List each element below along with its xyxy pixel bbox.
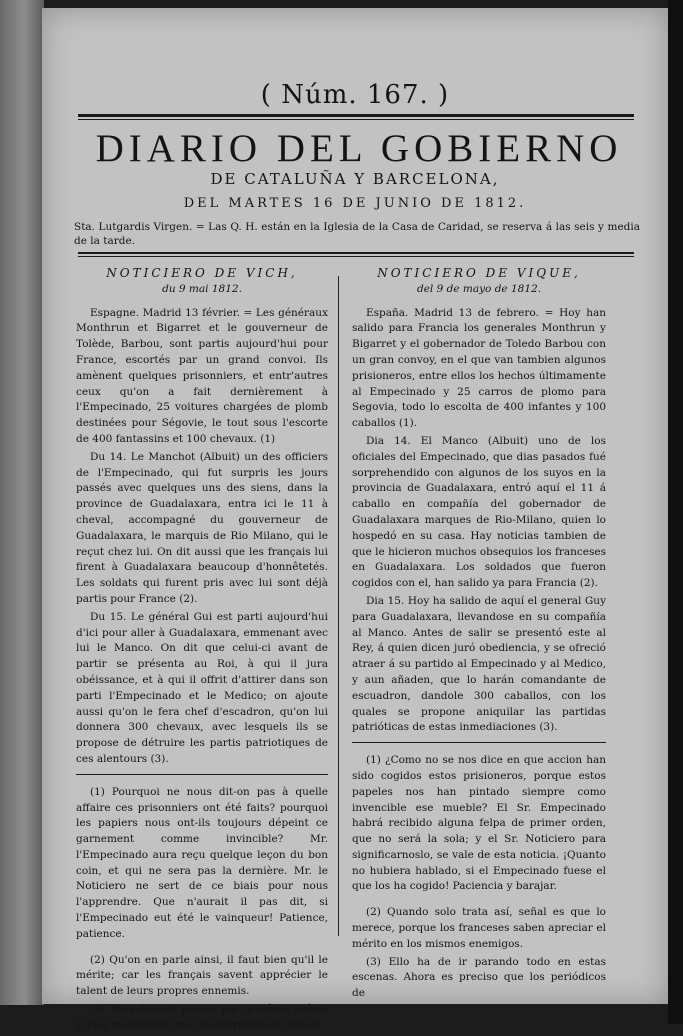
right-column-heading: NOTICIERO DE VIQUE,: [377, 266, 581, 280]
footnote: (1) ¿Como no se nos dice en que accion han sido cogidos estos prisioneros, porque estos papeles nos han pintado siempre como invencible ese mueble? El Sr. Empecinado habrá recibido alguna felpa de primer orden, que no será la sola; y el Sr. Noticiero para significarnoslo, se vale de esta noticia. ¡Quanto no hubiera hablado, si el Empecinado fuese el que los ha cogido! Paciencia y barajar.: [352, 754, 606, 893]
issue-number: ( Núm. 167. ): [260, 80, 450, 110]
religious-notice: Sta. Lutgardis Virgen. = Las Q. H. están en la Iglesia de la Casa de Caridad, se reserva á las seis y media de la tarde.: [74, 221, 640, 247]
article-paragraph: Du 14. Le Manchot (Albuit) un des officiers de l'Empecinado, qui fut surpris les jours passés avec quelques uns des siens, dans la province de Guadalaxara, entra ici le 11 à cheval, accompagné du gouverneur de Guadalaxara, le marquis de Rio Milano, qui le reçut chez lui. On dit aussi que les français lui firent à Guadalaxara beaucoup d'honnêtetés. Les soldats qui furent pris avec lui sont déjà partis pour France (2).: [76, 450, 328, 605]
left-column-date: du 9 mai 1812.: [162, 282, 242, 295]
notes-separator: [76, 774, 328, 775]
masthead-subtitle: DE CATALUÑA Y BARCELONA,: [210, 170, 500, 188]
article-paragraph: Du 15. Le général Gui est parti aujourd'hui d'ici pour aller à Guadalaxara, emmenant avec lui le Manco. On dit que celui-ci avant de partir se présenta au Roi, à qui il jura obéissance, et à qui il offrit d'attirer dans son parti l'Empecinado et le Medico; on ajoute aussi qu'on le fera chef d'escadron, qu'on lui donnera 300 chevaux, avec lesquels ils se propose de détruire les partis patriotiques de ces alentours (3).: [76, 610, 328, 765]
previous-page-edge: [0, 0, 44, 1005]
article-paragraph: España. Madrid 13 de febrero. = Hoy han salido para Francia los generales Monthrun y Bigarret y el gobernador de Toledo Barbou con un gran convoy, en el que van tambien algunos prisioneros, entre ellos los hechos últimamente al Empecinado y 25 carros de plomo para Segovia, todo lo escolta de 400 infantes y 100 caballos (1).: [352, 306, 606, 430]
header-bottom-rule: [78, 252, 634, 254]
issue-date: DEL MARTES 16 DE JUNIO DE 1812.: [183, 196, 527, 211]
column-divider: [338, 276, 339, 936]
article-paragraph: Dia 15. Hoy ha salido de aquí el general Guy para Guadalaxara, llevandose en su compañía al Manco. Antes de salir se presentó este al Rey, á quien dicen juró obediencia, y se ofreció atraer á su partido al Empecinado y al Medico, y aun añaden, que lo harán comandante de escuadron, dandole 300 caballos, con los quales se propone aniquilar las partidas patrióticas de estas inmediaciones (3).: [352, 594, 606, 734]
masthead-top-rule: [78, 114, 634, 117]
left-column: [76, 266, 328, 1036]
footnote: (2) Quando solo trata así, señal es que lo merece, porque los franceses saben apreciar el mérito en los mismos enemigos.: [352, 906, 606, 950]
footnote: (2) Qu'on en parle ainsi, il faut bien qu'il le mérite; car les français savent apprécier le talent de leurs propres ennemis.: [76, 953, 328, 998]
article-paragraph: Dia 14. El Manco (Albuit) uno de los oficiales del Empecinado, que dias pasados fué sorprehendido con algunos de los suyos en la provincia de Guadalaxara, entró aquí el 11 á caballo en compañía del gobernador de Guadalaxara marques de Rio-Milano, quien lo hospedó en su casa. Hay noticias tambien de que le hicieron muchos obsequios los franceses en Guadalaxara. Los soldados que fueron cogidos con el, han salido ya para Francia (2).: [352, 434, 606, 590]
article-paragraph: Espagne. Madrid 13 février. = Les généraux Monthrun et Bigarret et le gouverneur de Tolède, Barbou, sont partis aujourd'hui pour France, escortés par un grand convoi. Ils amènent quelques prisonniers, et entr'autres ceux qu'on a fait dernièrement à l'Empecinado, 25 voitures chargées de plomb destinées pour Ségovie, le tout sous l'escorte de 400 fantassins et 100 chevaux. (1): [76, 306, 328, 445]
notes-separator: [352, 742, 606, 743]
scan-border: [668, 0, 683, 1024]
newspaper-page: [42, 8, 668, 1031]
masthead-top-rule-thin: [78, 119, 634, 120]
left-column-heading: NOTICIERO DE VICH,: [106, 266, 298, 280]
footnote: (3) Ello ha de ir parando todo en estas escenas. Ahora es preciso que los periódicos de: [352, 955, 606, 1000]
right-column: [352, 266, 606, 1004]
footnote: (3) Tous doivent passer par la même filière. Il faut maintenant que les journaux de l'insur-: [76, 1003, 328, 1031]
masthead-title: DIARIO DEL GOBIERNO: [95, 127, 623, 170]
footnote: (1) Pourquoi ne nous dit-on pas à quelle affaire ces prisonniers ont été faits? pourquoi les papiers nous ont-ils toujours dépeint ce garnement comme invincible? Mr. l'Empecinado aura reçu quelque leçon du bon coin, et qui ne sera pas la dernière. Mr. le Noticiero ne sert de ce biais pour nous l'apprendre. Que n'aurait il pas dit, si l'Empecinado eut été le vainqueur! Patience, patience.: [76, 785, 328, 940]
right-column-date: del 9 de mayo de 1812.: [416, 282, 542, 295]
header-bottom-rule-thin: [78, 256, 634, 257]
